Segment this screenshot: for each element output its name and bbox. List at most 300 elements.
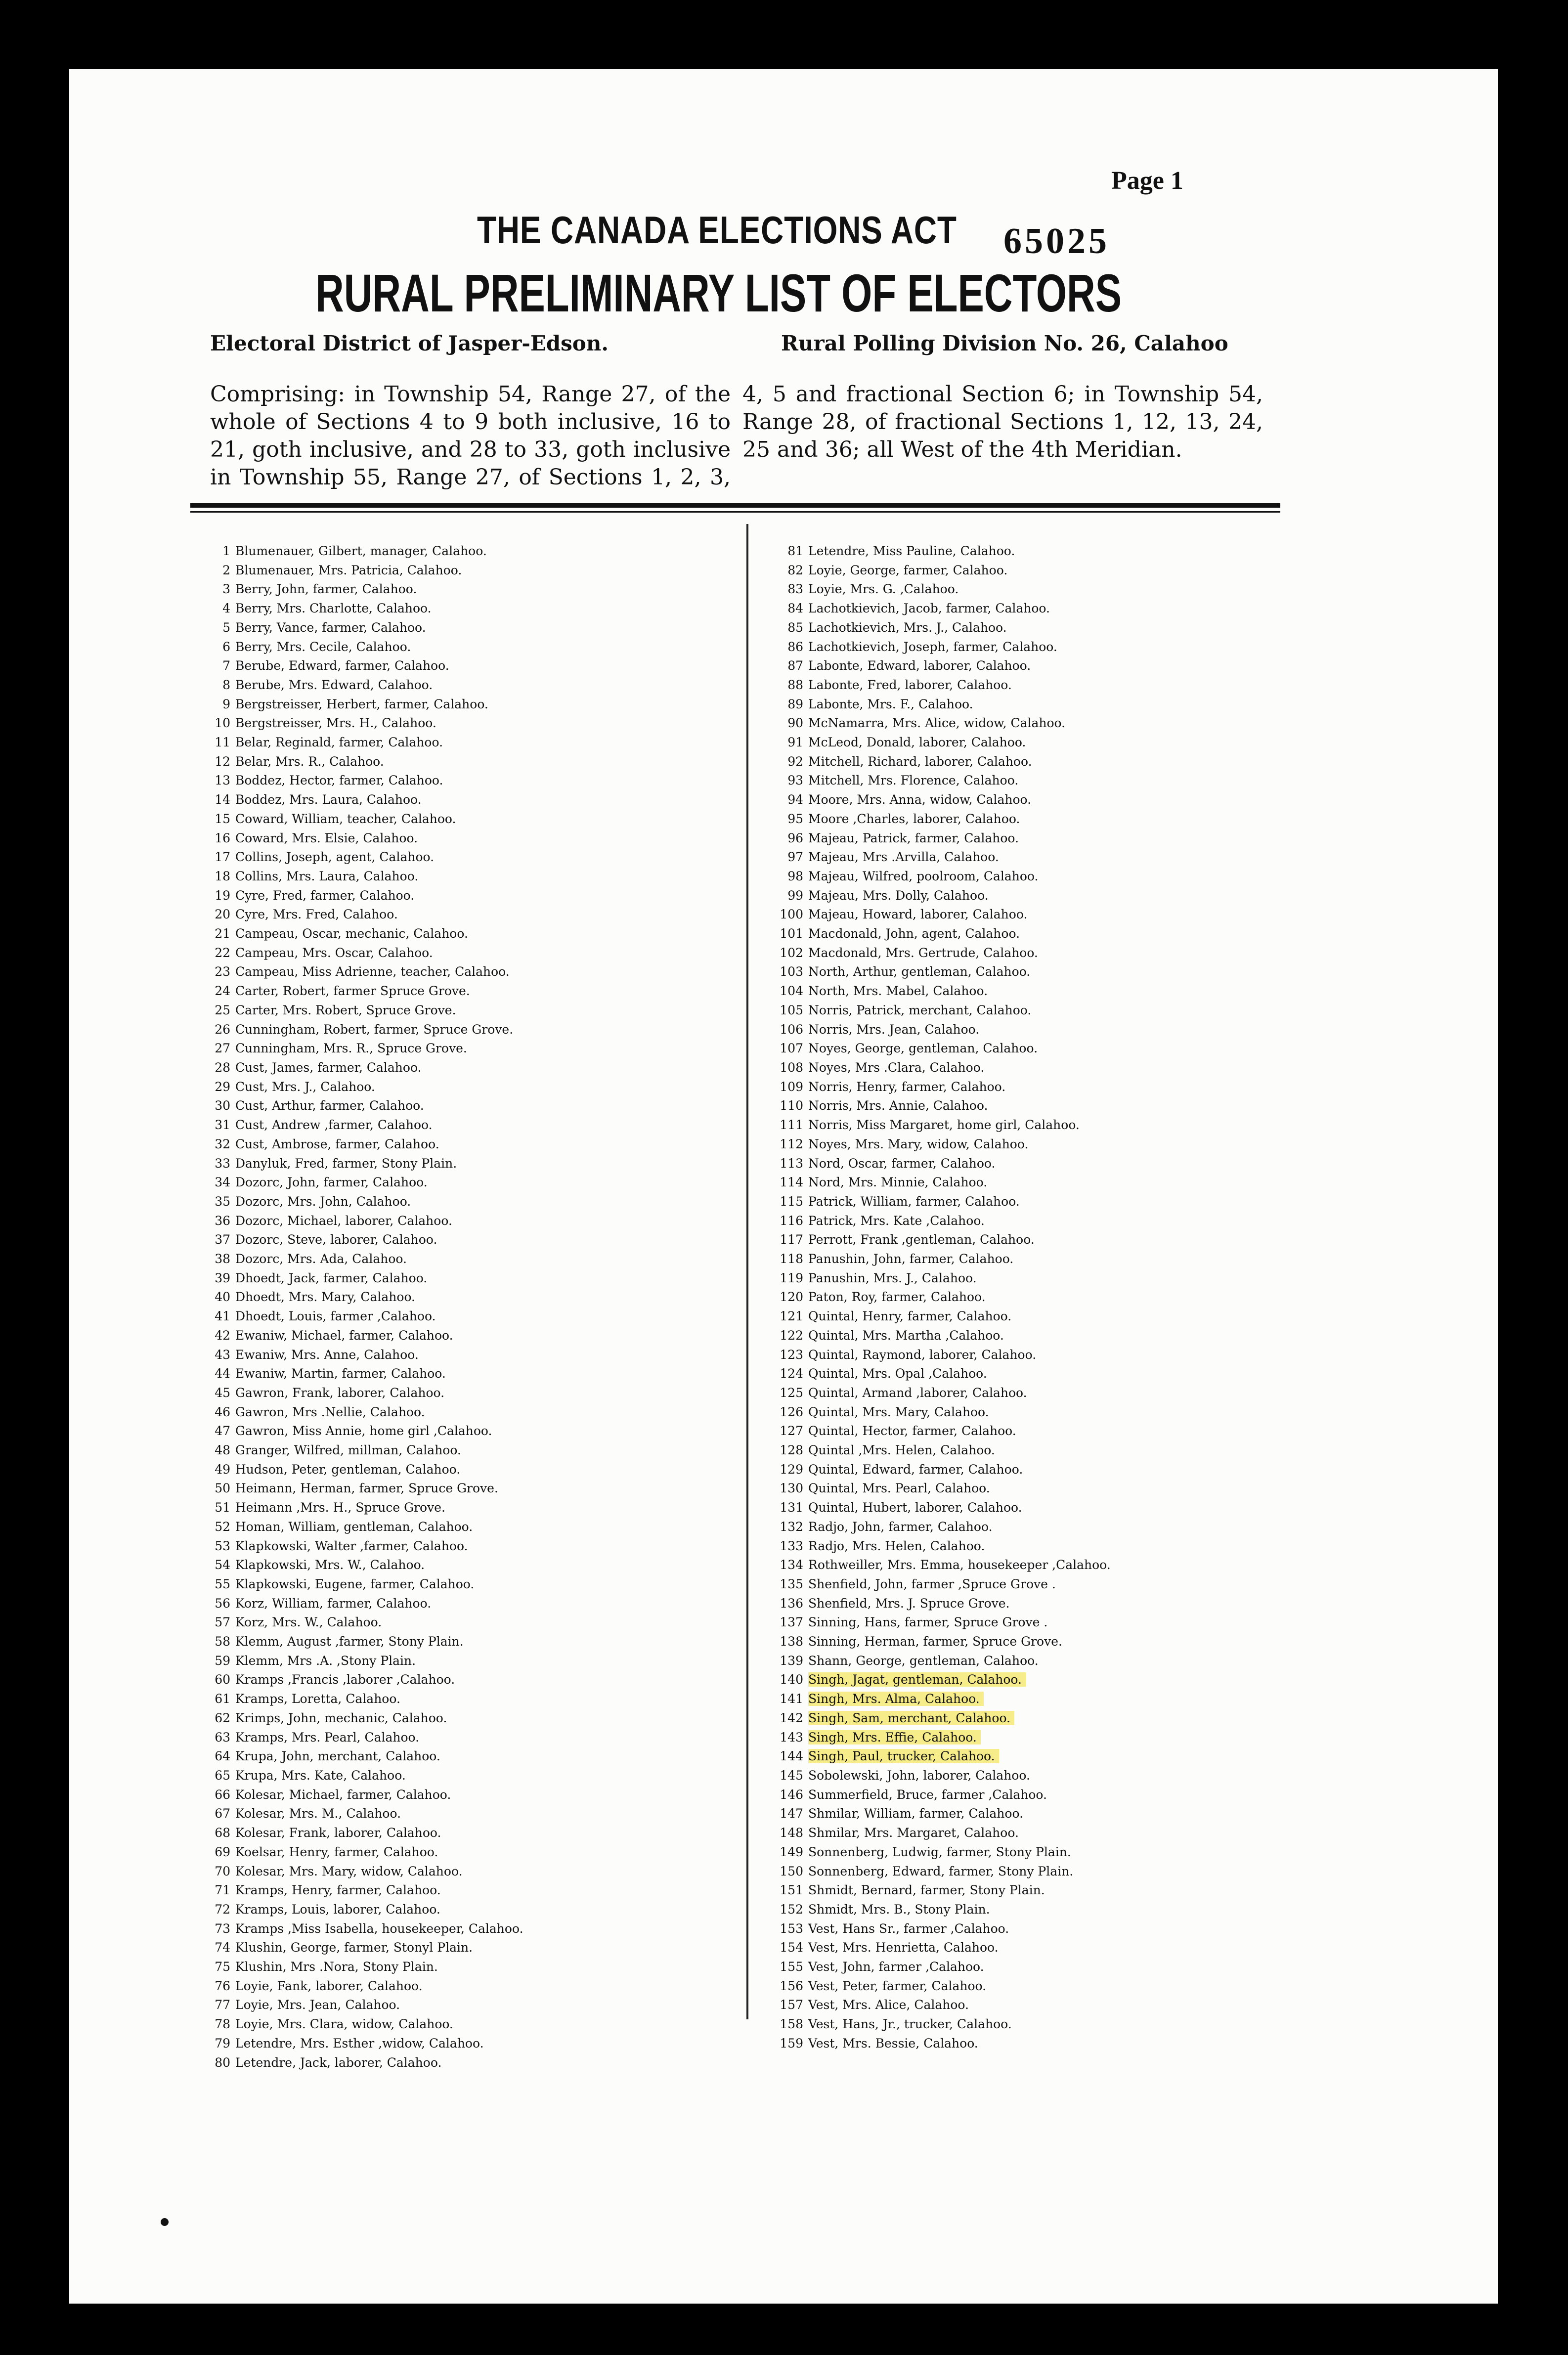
elector-entry bbox=[191, 1958, 523, 1977]
elector-entry bbox=[191, 1919, 523, 1939]
elector-entry bbox=[764, 2034, 1111, 2053]
elector-text: Ewaniw, Martin, farmer, Calahoo. bbox=[235, 1366, 446, 1381]
elector-text: Bergstreisser, Herbert, farmer, Calahoo. bbox=[235, 697, 488, 711]
elector-entry bbox=[191, 1058, 523, 1078]
elector-entry bbox=[764, 1977, 1111, 1996]
elector-text: Radjo, Mrs. Helen, Calahoo. bbox=[808, 1538, 985, 1553]
elector-entry bbox=[191, 656, 523, 676]
elector-number: 138 bbox=[780, 1634, 803, 1649]
elector-text: Cunningham, Mrs. R., Spruce Grove. bbox=[235, 1041, 467, 1056]
elector-entry bbox=[764, 695, 1111, 714]
elector-entry-highlighted bbox=[764, 1709, 1111, 1728]
elector-number: 123 bbox=[780, 1347, 803, 1362]
elector-number: 44 bbox=[215, 1366, 230, 1381]
elector-entry bbox=[191, 638, 523, 657]
elector-text: North, Arthur, gentleman, Calahoo. bbox=[808, 964, 1031, 979]
elector-number: 38 bbox=[215, 1252, 230, 1266]
elector-entry bbox=[191, 2015, 523, 2034]
elector-number: 55 bbox=[215, 1576, 230, 1591]
elector-entry bbox=[191, 1479, 523, 1498]
elector-text: Macdonald, Mrs. Gertrude, Calahoo. bbox=[808, 945, 1038, 960]
elector-number: 126 bbox=[780, 1404, 803, 1419]
elector-text: Shmilar, Mrs. Margaret, Calahoo. bbox=[808, 1826, 1019, 1840]
elector-number: 42 bbox=[215, 1328, 230, 1343]
elector-text: Mitchell, Richard, laborer, Calahoo. bbox=[808, 754, 1032, 769]
elector-number: 69 bbox=[215, 1844, 230, 1859]
elector-number: 108 bbox=[780, 1060, 803, 1075]
elector-entry bbox=[764, 542, 1111, 561]
elector-text: Dozorc, Michael, laborer, Calahoo. bbox=[235, 1213, 452, 1228]
elector-number: 19 bbox=[215, 888, 230, 903]
elector-text: Dozorc, Mrs. John, Calahoo. bbox=[235, 1194, 411, 1209]
elector-text: Norris, Mrs. Annie, Calahoo. bbox=[808, 1098, 988, 1113]
elector-number: 28 bbox=[215, 1060, 230, 1075]
elector-text: Labonte, Edward, laborer, Calahoo. bbox=[808, 658, 1031, 673]
elector-entry bbox=[191, 1690, 523, 1709]
elector-entry bbox=[764, 905, 1111, 924]
elector-text: Belar, Reginald, farmer, Calahoo. bbox=[235, 735, 443, 750]
elector-number: 12 bbox=[215, 754, 230, 769]
elector-number: 80 bbox=[215, 2055, 230, 2070]
elector-text: Shenfield, John, farmer ,Spruce Grove . bbox=[808, 1576, 1056, 1591]
elector-text: Nord, Oscar, farmer, Calahoo. bbox=[808, 1156, 996, 1171]
elector-number: 147 bbox=[780, 1806, 803, 1821]
elector-entry bbox=[191, 1078, 523, 1097]
elector-entry bbox=[764, 829, 1111, 848]
elector-entry bbox=[191, 867, 523, 886]
elector-text: Klapkowski, Walter ,farmer, Calahoo. bbox=[235, 1538, 468, 1553]
elector-text: Ewaniw, Mrs. Anne, Calahoo. bbox=[235, 1347, 419, 1362]
elector-entry bbox=[191, 905, 523, 924]
elector-text: Kolesar, Michael, farmer, Calahoo. bbox=[235, 1787, 451, 1802]
elector-text: Loyie, Fank, laborer, Calahoo. bbox=[235, 1978, 423, 1993]
elector-number: 31 bbox=[215, 1118, 230, 1133]
elector-entry bbox=[191, 599, 523, 618]
elector-text: Norris, Mrs. Jean, Calahoo. bbox=[808, 1022, 980, 1037]
elector-text: Sonnenberg, Edward, farmer, Stony Plain. bbox=[808, 1864, 1074, 1878]
elector-entry bbox=[191, 924, 523, 944]
elector-entry bbox=[191, 1556, 523, 1575]
elector-text: Vest, Hans, Jr., trucker, Calahoo. bbox=[808, 2017, 1012, 2032]
elector-entry bbox=[191, 1192, 523, 1212]
elector-entry bbox=[764, 1460, 1111, 1480]
elector-text: Labonte, Fred, laborer, Calahoo. bbox=[808, 677, 1012, 692]
elector-entry bbox=[191, 1804, 523, 1824]
elector-entry bbox=[764, 1786, 1111, 1805]
elector-entry bbox=[191, 810, 523, 829]
elector-entry bbox=[764, 1441, 1111, 1460]
elector-entry bbox=[764, 1058, 1111, 1078]
elector-text: Vest, Mrs. Alice, Calahoo. bbox=[808, 1998, 969, 2012]
elector-text: Vest, Hans Sr., farmer ,Calahoo. bbox=[808, 1921, 1009, 1936]
elector-number: 127 bbox=[780, 1424, 803, 1439]
elector-text: Vest, John, farmer ,Calahoo. bbox=[808, 1960, 984, 1974]
elector-text: Sinning, Hans, farmer, Spruce Grove . bbox=[808, 1615, 1048, 1630]
elector-text: Berry, Mrs. Cecile, Calahoo. bbox=[235, 639, 411, 654]
electoral-district: Electoral District of Jasper-Edson. bbox=[210, 331, 609, 355]
elector-number: 5 bbox=[222, 620, 230, 635]
elector-number: 88 bbox=[787, 677, 803, 692]
elector-entry bbox=[764, 1212, 1111, 1231]
elector-number: 129 bbox=[780, 1462, 803, 1477]
elector-number: 39 bbox=[215, 1270, 230, 1285]
elector-text: Coward, Mrs. Elsie, Calahoo. bbox=[235, 830, 418, 845]
elector-number: 9 bbox=[222, 697, 230, 711]
elector-entry bbox=[191, 1938, 523, 1958]
elector-text: Boddez, Mrs. Laura, Calahoo. bbox=[235, 792, 422, 807]
elector-text: Cust, Arthur, farmer, Calahoo. bbox=[235, 1098, 424, 1113]
elector-entry bbox=[764, 790, 1111, 810]
elector-number: 76 bbox=[215, 1978, 230, 1993]
elector-text: Shmidt, Mrs. B., Stony Plain. bbox=[808, 1902, 990, 1917]
elector-number: 56 bbox=[215, 1596, 230, 1611]
elector-entry bbox=[191, 561, 523, 580]
header-rule-thick bbox=[190, 503, 1280, 508]
elector-entry bbox=[191, 982, 523, 1001]
elector-entry bbox=[191, 944, 523, 963]
elector-entry bbox=[764, 1881, 1111, 1900]
elector-text: Patrick, William, farmer, Calahoo. bbox=[808, 1194, 1020, 1209]
elector-number: 109 bbox=[780, 1079, 803, 1094]
elector-text: Blumenauer, Mrs. Patricia, Calahoo. bbox=[235, 563, 462, 577]
elector-text: Noyes, Mrs .Clara, Calahoo. bbox=[808, 1060, 985, 1075]
elector-entry bbox=[191, 1212, 523, 1231]
elector-number: 99 bbox=[787, 888, 803, 903]
elector-entry bbox=[764, 1804, 1111, 1824]
elector-number: 105 bbox=[780, 1003, 803, 1017]
header-rule-thin bbox=[190, 511, 1280, 513]
elector-entry bbox=[191, 1001, 523, 1020]
elector-entry bbox=[764, 867, 1111, 886]
elector-text: Norris, Miss Margaret, home girl, Calahoo. bbox=[808, 1118, 1080, 1133]
elector-text: Norris, Henry, farmer, Calahoo. bbox=[808, 1079, 1006, 1094]
elector-text: Blumenauer, Gilbert, manager, Calahoo. bbox=[235, 544, 487, 558]
elector-number: 107 bbox=[780, 1041, 803, 1056]
elector-number: 131 bbox=[780, 1500, 803, 1515]
elector-entry bbox=[764, 638, 1111, 657]
elector-entry bbox=[764, 1537, 1111, 1556]
elector-entry bbox=[191, 1250, 523, 1269]
elector-text: Singh, Mrs. Effie, Calahoo. bbox=[808, 1730, 981, 1744]
elector-number: 87 bbox=[787, 658, 803, 673]
elector-entry-highlighted bbox=[764, 1747, 1111, 1766]
elector-text: Cust, Andrew ,farmer, Calahoo. bbox=[235, 1118, 433, 1133]
elector-text: Dhoedt, Mrs. Mary, Calahoo. bbox=[235, 1290, 416, 1305]
elector-number: 86 bbox=[787, 639, 803, 654]
elector-text: Gawron, Frank, laborer, Calahoo. bbox=[235, 1385, 445, 1400]
elector-entry bbox=[764, 1613, 1111, 1632]
elector-text: Cust, Mrs. J., Calahoo. bbox=[235, 1079, 375, 1094]
elector-text: Summerfield, Bruce, farmer ,Calahoo. bbox=[808, 1787, 1047, 1802]
elector-number: 100 bbox=[780, 907, 803, 922]
elector-number: 74 bbox=[215, 1940, 230, 1955]
elector-entry bbox=[764, 1996, 1111, 2015]
elector-entry bbox=[764, 1498, 1111, 1518]
elector-text: Cunningham, Robert, farmer, Spruce Grove. bbox=[235, 1022, 514, 1037]
elector-entry bbox=[764, 1307, 1111, 1326]
elector-entry bbox=[191, 752, 523, 772]
elector-number: 46 bbox=[215, 1404, 230, 1419]
elector-number: 159 bbox=[780, 2036, 803, 2050]
elector-text: Berube, Mrs. Edward, Calahoo. bbox=[235, 677, 433, 692]
elector-number: 139 bbox=[780, 1653, 803, 1668]
elector-entry bbox=[191, 1747, 523, 1766]
elector-text: McLeod, Donald, laborer, Calahoo. bbox=[808, 735, 1026, 750]
elector-number: 150 bbox=[780, 1864, 803, 1878]
elector-text: Cyre, Fred, farmer, Calahoo. bbox=[235, 888, 415, 903]
elector-text: Quintal, Mrs. Pearl, Calahoo. bbox=[808, 1481, 990, 1496]
elector-text: Sonnenberg, Ludwig, farmer, Stony Plain. bbox=[808, 1844, 1071, 1859]
elector-text: Bergstreisser, Mrs. H., Calahoo. bbox=[235, 716, 436, 731]
elector-text: Kramps, Mrs. Pearl, Calahoo. bbox=[235, 1730, 420, 1744]
elector-number: 102 bbox=[780, 945, 803, 960]
elector-text: Dozorc, Mrs. Ada, Calahoo. bbox=[235, 1252, 407, 1266]
elector-entry bbox=[764, 1250, 1111, 1269]
elector-number: 135 bbox=[780, 1576, 803, 1591]
elector-entry bbox=[764, 618, 1111, 638]
elector-text: Letendre, Mrs. Esther ,widow, Calahoo. bbox=[235, 2036, 484, 2050]
elector-text: Loyie, Mrs. Jean, Calahoo. bbox=[235, 1998, 400, 2012]
elector-number: 1 bbox=[222, 544, 230, 558]
elector-text: Hudson, Peter, gentleman, Calahoo. bbox=[235, 1462, 461, 1477]
elector-text: Lachotkievich, Joseph, farmer, Calahoo. bbox=[808, 639, 1057, 654]
elector-text: Quintal, Mrs. Mary, Calahoo. bbox=[808, 1404, 989, 1419]
elector-number: 85 bbox=[787, 620, 803, 635]
elector-text: Quintal, Mrs. Martha ,Calahoo. bbox=[808, 1328, 1004, 1343]
elector-number: 118 bbox=[780, 1252, 803, 1266]
elector-text: Carter, Mrs. Robert, Spruce Grove. bbox=[235, 1003, 456, 1017]
elector-number: 27 bbox=[215, 1041, 230, 1056]
elector-text: Majeau, Mrs. Dolly, Calahoo. bbox=[808, 888, 989, 903]
elector-entry-highlighted bbox=[764, 1690, 1111, 1709]
elector-text: Moore, Mrs. Anna, widow, Calahoo. bbox=[808, 792, 1032, 807]
elector-number: 10 bbox=[215, 716, 230, 731]
elector-entry bbox=[191, 1728, 523, 1747]
elector-text: Berry, John, farmer, Calahoo. bbox=[235, 582, 417, 597]
elector-text: Heimann ,Mrs. H., Spruce Grove. bbox=[235, 1500, 445, 1515]
elector-text: Radjo, John, farmer, Calahoo. bbox=[808, 1519, 993, 1534]
elector-number: 115 bbox=[780, 1194, 803, 1209]
elector-text: Coward, William, teacher, Calahoo. bbox=[235, 811, 456, 826]
elector-text: Homan, William, gentleman, Calahoo. bbox=[235, 1519, 473, 1534]
elector-entry bbox=[764, 1632, 1111, 1652]
elector-number: 154 bbox=[780, 1940, 803, 1955]
elector-number: 144 bbox=[780, 1749, 803, 1764]
elector-number: 145 bbox=[780, 1768, 803, 1783]
elector-number: 132 bbox=[780, 1519, 803, 1534]
elector-entry bbox=[764, 1919, 1111, 1939]
elector-number: 64 bbox=[215, 1749, 230, 1764]
elector-number: 84 bbox=[787, 601, 803, 616]
elector-number: 15 bbox=[215, 811, 230, 826]
elector-text: Quintal, Raymond, laborer, Calahoo. bbox=[808, 1347, 1037, 1362]
elector-entry bbox=[764, 1135, 1111, 1154]
elector-number: 43 bbox=[215, 1347, 230, 1362]
elector-text: Shmilar, William, farmer, Calahoo. bbox=[808, 1806, 1024, 1821]
elector-entry bbox=[191, 1039, 523, 1058]
elector-text: Labonte, Mrs. F., Calahoo. bbox=[808, 697, 973, 711]
elector-number: 119 bbox=[780, 1270, 803, 1285]
elector-entry bbox=[764, 1518, 1111, 1537]
elector-entry bbox=[191, 1020, 523, 1040]
page-title: RURAL PRELIMINARY LIST OF ELECTORS bbox=[315, 263, 1122, 323]
elector-text: Nord, Mrs. Minnie, Calahoo. bbox=[808, 1175, 988, 1190]
elector-entry bbox=[191, 1996, 523, 2015]
elector-number: 36 bbox=[215, 1213, 230, 1228]
elector-entry bbox=[764, 771, 1111, 790]
elector-text: Kramps ,Francis ,laborer ,Calahoo. bbox=[235, 1672, 455, 1687]
elector-text: Quintal ,Mrs. Helen, Calahoo. bbox=[808, 1443, 995, 1458]
elector-entry bbox=[764, 752, 1111, 772]
elector-text: McNamarra, Mrs. Alice, widow, Calahoo. bbox=[808, 716, 1066, 731]
elector-entry bbox=[764, 1958, 1111, 1977]
elector-number: 11 bbox=[215, 735, 230, 750]
elector-text: Lachotkievich, Mrs. J., Calahoo. bbox=[808, 620, 1007, 635]
elector-entry bbox=[764, 1192, 1111, 1212]
elector-text: Sinning, Herman, farmer, Spruce Grove. bbox=[808, 1634, 1062, 1649]
elector-text: Berry, Vance, farmer, Calahoo. bbox=[235, 620, 426, 635]
elector-entry bbox=[764, 2015, 1111, 2034]
elector-entry bbox=[764, 1116, 1111, 1135]
elector-text: Koelsar, Henry, farmer, Calahoo. bbox=[235, 1844, 438, 1859]
elector-text: Campeau, Miss Adrienne, teacher, Calahoo. bbox=[235, 964, 510, 979]
elector-entry bbox=[191, 1173, 523, 1192]
elector-text: Panushin, Mrs. J., Calahoo. bbox=[808, 1270, 977, 1285]
elector-entry bbox=[764, 1384, 1111, 1403]
elector-entry bbox=[191, 2053, 523, 2073]
polling-division: Rural Polling Division No. 26, Calahoo bbox=[781, 331, 1228, 355]
elector-number: 89 bbox=[787, 697, 803, 711]
elector-text: Singh, Mrs. Alma, Calahoo. bbox=[808, 1692, 984, 1706]
elector-number: 26 bbox=[215, 1022, 230, 1037]
elector-text: Mitchell, Mrs. Florence, Calahoo. bbox=[808, 773, 1019, 788]
elector-number: 30 bbox=[215, 1098, 230, 1113]
elector-entry bbox=[191, 1269, 523, 1288]
elector-entry bbox=[191, 1460, 523, 1480]
elector-text: Vest, Mrs. Henrietta, Calahoo. bbox=[808, 1940, 999, 1955]
elector-entry bbox=[191, 1709, 523, 1728]
elector-entry bbox=[764, 1078, 1111, 1097]
elector-text: Berube, Edward, farmer, Calahoo. bbox=[235, 658, 449, 673]
elector-number: 4 bbox=[222, 601, 230, 616]
elector-entry bbox=[764, 1938, 1111, 1958]
elector-text: Campeau, Mrs. Oscar, Calahoo. bbox=[235, 945, 433, 960]
elector-entry bbox=[764, 1039, 1111, 1058]
elector-number: 93 bbox=[787, 773, 803, 788]
elector-text: Kramps, Loretta, Calahoo. bbox=[235, 1692, 400, 1706]
elector-number: 95 bbox=[787, 811, 803, 826]
elector-text: Ewaniw, Michael, farmer, Calahoo. bbox=[235, 1328, 453, 1343]
elector-entry bbox=[764, 1594, 1111, 1614]
elector-entry bbox=[191, 542, 523, 561]
elector-text: Quintal, Hubert, laborer, Calahoo. bbox=[808, 1500, 1022, 1515]
column-divider bbox=[746, 524, 748, 2019]
elector-text: Vest, Peter, farmer, Calahoo. bbox=[808, 1978, 987, 1993]
elector-text: Paton, Roy, farmer, Calahoo. bbox=[808, 1290, 986, 1305]
elector-number: 77 bbox=[215, 1998, 230, 2012]
elector-text: Klemm, August ,farmer, Stony Plain. bbox=[235, 1634, 464, 1649]
elector-number: 32 bbox=[215, 1136, 230, 1151]
elector-text: Kolesar, Mrs. Mary, widow, Calahoo. bbox=[235, 1864, 463, 1878]
elector-number: 58 bbox=[215, 1634, 230, 1649]
elector-text: Korz, Mrs. W., Calahoo. bbox=[235, 1615, 382, 1630]
elector-text: Berry, Mrs. Charlotte, Calahoo. bbox=[235, 601, 432, 616]
elector-text: Majeau, Wilfred, poolroom, Calahoo. bbox=[808, 869, 1039, 883]
elector-entry bbox=[191, 1881, 523, 1900]
elector-entry bbox=[191, 733, 523, 752]
elector-number: 92 bbox=[787, 754, 803, 769]
elector-entry bbox=[764, 1154, 1111, 1174]
elector-number: 40 bbox=[215, 1290, 230, 1305]
elector-entry bbox=[191, 2034, 523, 2053]
elector-entry bbox=[764, 962, 1111, 982]
elector-entry bbox=[764, 1096, 1111, 1116]
elector-entry bbox=[764, 1326, 1111, 1346]
elector-entry bbox=[191, 1346, 523, 1365]
elector-text: North, Mrs. Mabel, Calahoo. bbox=[808, 984, 988, 999]
elector-entry bbox=[191, 1364, 523, 1384]
elector-number: 116 bbox=[780, 1213, 803, 1228]
elector-text: Rothweiller, Mrs. Emma, housekeeper ,Calahoo. bbox=[808, 1558, 1111, 1572]
ink-dot bbox=[161, 2218, 169, 2226]
elector-entry bbox=[191, 1288, 523, 1307]
elector-entry bbox=[191, 1977, 523, 1996]
elector-number: 103 bbox=[780, 964, 803, 979]
elector-number: 152 bbox=[780, 1902, 803, 1917]
elector-entry bbox=[764, 1422, 1111, 1441]
elector-entry bbox=[764, 561, 1111, 580]
elector-entry bbox=[764, 1269, 1111, 1288]
elector-text: Norris, Patrick, merchant, Calahoo. bbox=[808, 1003, 1032, 1017]
elector-text: Lachotkievich, Jacob, farmer, Calahoo. bbox=[808, 601, 1050, 616]
elector-entry bbox=[764, 1900, 1111, 1919]
elector-entry bbox=[764, 1403, 1111, 1422]
elector-entry bbox=[191, 1384, 523, 1403]
elector-text: Shenfield, Mrs. J. Spruce Grove. bbox=[808, 1596, 1010, 1611]
elector-entry bbox=[191, 962, 523, 982]
elector-number: 67 bbox=[215, 1806, 230, 1821]
elector-entry bbox=[191, 1422, 523, 1441]
elector-entry bbox=[191, 1403, 523, 1422]
elector-number: 16 bbox=[215, 830, 230, 845]
elector-text: Singh, Jagat, gentleman, Calahoo. bbox=[808, 1672, 1026, 1687]
elector-text: Singh, Sam, merchant, Calahoo. bbox=[808, 1711, 1014, 1725]
elector-number: 25 bbox=[215, 1003, 230, 1017]
elector-text: Vest, Mrs. Bessie, Calahoo. bbox=[808, 2036, 978, 2050]
elector-text: Quintal, Edward, farmer, Calahoo. bbox=[808, 1462, 1023, 1477]
elector-text: Gawron, Mrs .Nellie, Calahoo. bbox=[235, 1404, 425, 1419]
elector-entry bbox=[191, 714, 523, 733]
elector-entry bbox=[191, 676, 523, 695]
elector-number: 49 bbox=[215, 1462, 230, 1477]
elector-text: Collins, Joseph, agent, Calahoo. bbox=[235, 850, 435, 865]
elector-entry bbox=[191, 1862, 523, 1881]
elector-number: 2 bbox=[222, 563, 230, 577]
elector-entry bbox=[764, 1173, 1111, 1192]
elector-text: Dhoedt, Louis, farmer ,Calahoo. bbox=[235, 1309, 436, 1324]
elector-text: Loyie, Mrs. G. ,Calahoo. bbox=[808, 582, 959, 597]
elector-number: 22 bbox=[215, 945, 230, 960]
elector-entry bbox=[191, 1670, 523, 1690]
elector-text: Krupa, Mrs. Kate, Calahoo. bbox=[235, 1768, 406, 1783]
elector-entry bbox=[191, 1786, 523, 1805]
elector-entry bbox=[191, 695, 523, 714]
elector-number: 128 bbox=[780, 1443, 803, 1458]
elector-entry bbox=[764, 1001, 1111, 1020]
elector-number: 112 bbox=[780, 1136, 803, 1151]
elector-text: Dhoedt, Jack, farmer, Calahoo. bbox=[235, 1270, 428, 1285]
elector-number: 91 bbox=[787, 735, 803, 750]
